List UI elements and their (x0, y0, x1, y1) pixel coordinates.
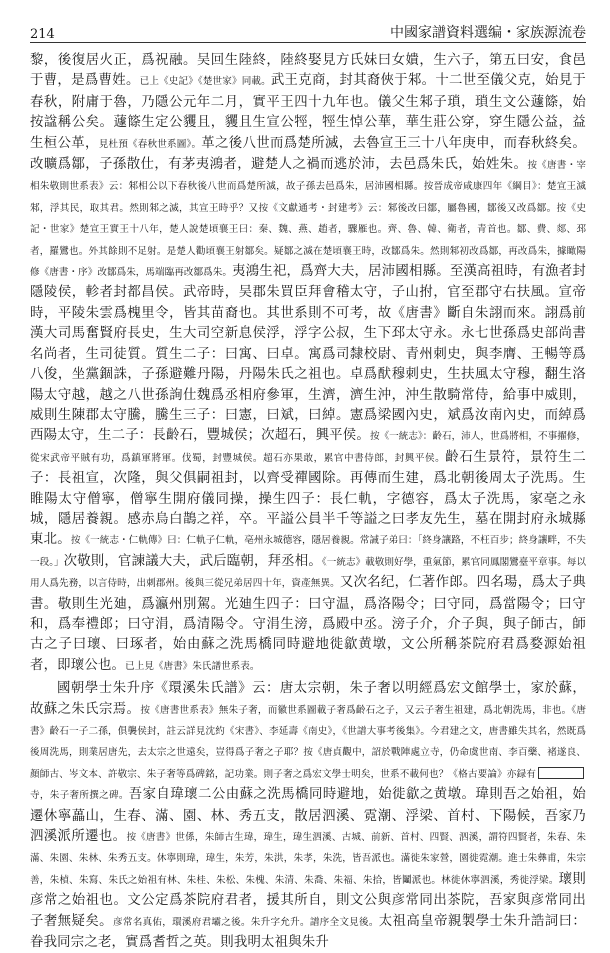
main-text: 太祖高皇帝親製學士朱升誥詞曰：眷我同宗之老，實爲耆哲之英。則我明太祖與朱升 (30, 913, 587, 951)
annotation-note: 按《一統志・仁軌傳》曰：仁軌子仁軌，亳州永城德容，隱居養親。常誡子弟曰：「終身讓路，不枉百步；終身讓畔，不失一段。」 (30, 535, 586, 568)
main-text: 國朝學士朱升序《環溪朱氏譜》云：唐太宗朝，朱子奢以明經爲宏文館學士，家於蘇，故蘇之朱氏宗焉。 (30, 681, 586, 717)
main-text: 革之後八世而爲楚所滅，去魯宣王三十八年庚申，而春秋終矣。改曠爲鄒，子孫散仕，有茅夷鴻者，避楚人之禍而逃於沛，去邑爲朱氏，始姓朱。 (30, 135, 587, 173)
annotation-note: 見杜預《春秋世系圖》。 (98, 138, 202, 150)
main-text: 夷鴻生祀，爲齊大夫，居沛國相縣。至漢高祖時，有漁者封隱陵侯，軫者封都昌侯。武帝時，吴郡朱買臣拜會稽太守，子山拊，官至郡守右扶風。宣帝時，平陵朱雲爲槐里令，皆其苗裔也。其世系則不可考，故《唐書》斷自朱詡而來。詡爲前漢大司馬奮賢府長史，生大司空新息侯浮，浮字公叔，生下邳太守永。永七世孫爲史部尚書名尚者，生司徒質。質生二子：曰寓、曰卓。寓爲司隸校尉、青州刺史，與李膺、王暢等爲八俊，坐黨錮誅，子孫避難丹陽，丹陽朱氏之祖也。卓爲䣭穆刺史，生扶風太守穆，翻生洛陽太守越，越之八世孫詢仕魏爲丞相府參軍，生濟，濟生沖，沖生散騎常侍，給事中威則，威則生陳郡太守騰，騰生三子：曰憲，曰斌，曰綽。憲爲梁國內史，斌爲汝南內史，而綽爲西陽太守，生二子：長齡石，豐城侯；次超石，興平侯。 (30, 264, 587, 444)
annotation-note: 已上見《唐書》朱氏譜世系表。 (125, 660, 260, 672)
annotation-note: 彦常名真佑，環溪府君壩之後。朱升字允升。譜序全文見後。 (113, 916, 379, 928)
annotation-note: 按《唐書・宰相朱敬則世系表》云：邾相公以下春秋後八世而爲楚所滅，故子孫去邑爲朱，居沛國相縣。按晉成帝咸康四年《綱目》：楚宣王滅邾，浮其民，取其君。然則邾之滅，其宣王時乎？又按《文獻通考・封建考》云：邾後改曰鄒，屬魯國，鄒後又改爲鄒。按《史記・世家》楚宣王實王十八年，楚人說楚頃襄王曰：秦、魏、燕、趙者，驟雁也。齊、魯、韓、衛者，青首也。鄒、費、郯、邳者，羅鸞也。外其餘則不足射。是楚人勸頃襄王射鄒矣。疑鄒之滅在楚頃襄王時，改鄒爲朱。然則邾初改爲鄒，再改爲朱，據瞰陽修《唐書・序》改鄒爲朱，馬端臨再改鄒爲朱。 (30, 160, 587, 279)
annotation-note: 《一統志》載敬則好學，重氣節，累官同鳳閣鸞臺平章事。每以用人爲先務，以言侍時，出刺郡州。後與三從兄弟居四十年，資產無異。 (30, 556, 586, 590)
running-header (30, 18, 586, 43)
text-paragraph (30, 51, 586, 677)
main-text: 武王克商，封其裔俠于邾。十二世至儀父克，始見于春秋，附庸于魯，乃隱公元年二月，實平王四十九年也。儀父生邾子瑣，瑣生文公蘧篨，始按諡稱公矣。蘧篨生定公貜且，貜且生宣公牼，牼生悼公華，華生莊公穿，穿生隱公益，益生桓公革， (30, 73, 586, 151)
annotation-note: 按《唐書世系表》無朱子奢，而徽世系圖載子奢爲齡石之子，又云子奢生祖建，爲北朝洗馬，非也。《唐書》齡石一子二孫，俱襲侯封，註云詳見沈約《宋書》、李延壽《南史》，《世譜大事考後集》。今君建之文，唐書雖失其名，然既爲後周洗馬，則業居唐先，去太宗之世遠矣，豈得爲子奢之子耶？按《唐貞觀中，詔於戰陣處立寺，仍命虞世南、李百藥、褚遂良、顏師古、岑文本、許敬宗、朱子奢等爲碑銘，記功業。則子奢之爲宏文學士明矣，世系不載何也？《格古要論》亦録有 (30, 704, 586, 780)
annotation-note: 按《一統志》：齡石，沛人，世爲將相，不事擢修，從宋武帝平賊有功，爲鎮軍將軍。伐蜀，封豐城侯。超石亦果敢，累官中書侍郎，封興平侯。 (30, 431, 587, 464)
annotation-note: 已上《史記》《楚世家》同載。 (139, 76, 271, 88)
blank-character-box (538, 767, 584, 779)
text-paragraph (30, 679, 586, 953)
book-title: 中國家譜資料選编・家族源流卷 (390, 25, 586, 41)
main-text: 又次名纪，仁著作郎。四名瑒，爲太子典書。敬則生光廸，爲瀛州別駕。光廸生四子：曰守温，爲洛陽令；曰守同，爲當陽令；曰守和，爲奉禮郎；曰守涓，爲清陽令。守涓生滂，爲殿中丞。滂子介，介子與，與子師古，師古之子曰瓌、曰琢者，始由蘇之洗馬橋同時避地徙歙黄墩，文公所稱茶院府君爲婺源始祖者，即瓌公也。 (30, 575, 587, 673)
main-text: 次敬則，官諫議大夫，武后臨朝，拜丞相。 (63, 553, 322, 569)
page-body (30, 51, 586, 953)
main-text: 黎，後復居火正，爲祝融。吴回生陸終，陸終娶見方氏妹曰女嬇，生六子，第五曰安，食邑于曹，是爲曹姓。 (30, 53, 586, 89)
main-text: 瓌則彦常之始祖也。文公定爲茶院府君者，援其所自，則文公與彦常同出茶院，吾家與彦常同出子奢無疑矣。 (30, 871, 587, 929)
main-text: 吾家自瑋瓌二公由蘇之洗馬橋同時避地，始徙歙之黄墩。瑋則吾之始祖，始遷休寧藟山，生春、滿、園、林、秀五支，散居泗溪、霓潮、浮梁、首村、下陽候，吾家乃泗溪派所遷也。 (30, 787, 587, 845)
page-number: 214 (30, 27, 55, 42)
annotation-note: 寺，朱子奢所撰之碑。 (30, 790, 129, 802)
main-text: 齡石生景符，景符生二子：長祖宣，次隆，與父俱嗣祖封，以齊受禪國除。再傳而生建，爲北朝後周太子洗馬。生睢陽太守僧寧，僧寧生開府儀同操，操生四子：長仁軌，字德容，爲太子洗馬，家亳之永城，隱居養親。感赤烏白鵲之祥，卒。平謚公員半千等謚之曰孝友先生，墓在開封府永城縣東北。 (30, 449, 587, 548)
annotation-note: 按《唐書》世係，朱師古生瑋，瑋生，瑋生泗溪、古城、前新、首村、四賢、泗溪，謂符四賢者，朱春、朱滿、朱園、朱林、朱秀五支。休寧則瑋，瑋生，朱芳，朱洪，朱孝，朱洗，皆吾派也。滿徙朱家營，園徙霓潮。進士朱彝甫，朱宗善，朱楨、朱寫、朱氏之始祖有林、朱桂、朱松、朱槐、朱清、朱喬、朱福、朱拾，皆鬮派也。林徙休寧泗溪，秀徙浮梁。 (30, 832, 586, 886)
